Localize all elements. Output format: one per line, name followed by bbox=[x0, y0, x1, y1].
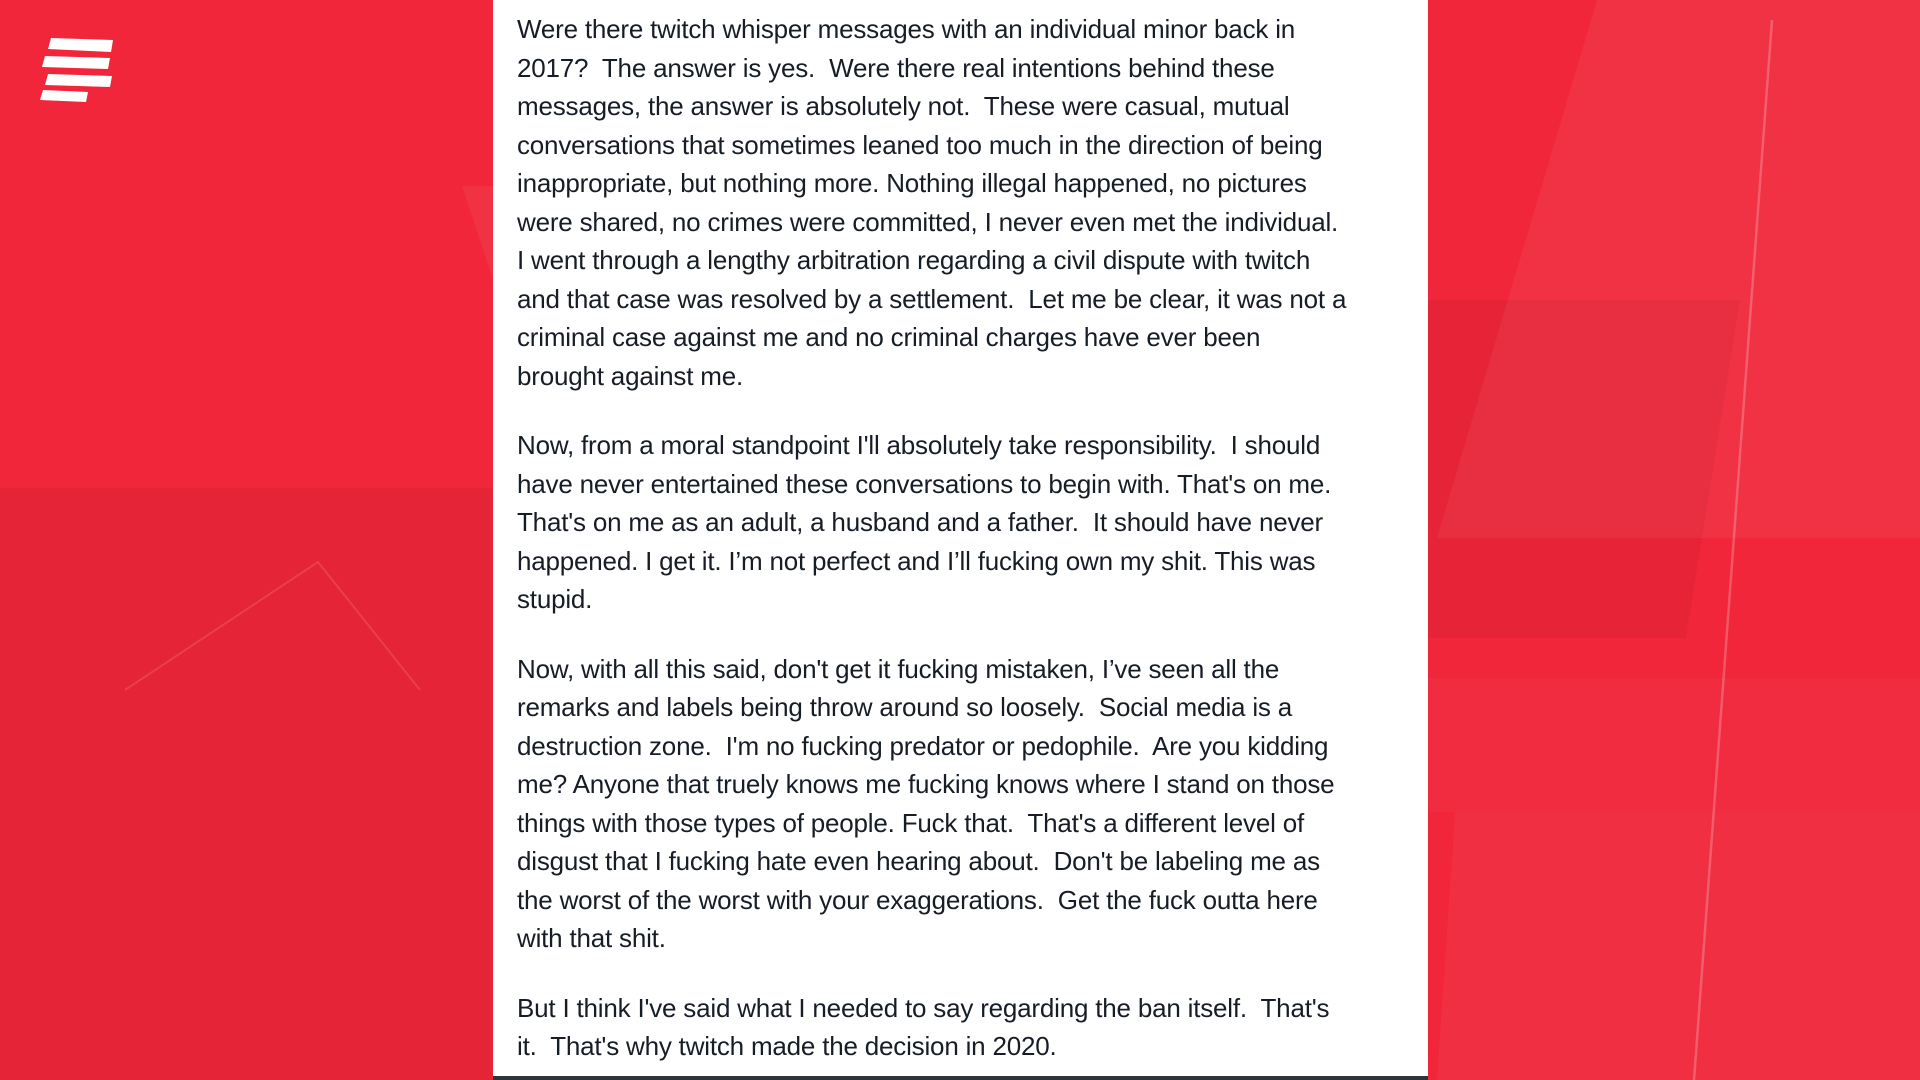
statement-line: conversations that sometimes leaned too much in the direction of being bbox=[517, 129, 1323, 160]
statement-paragraph-1 bbox=[517, 10, 1398, 395]
dexerto-logo bbox=[37, 38, 113, 102]
statement-line: Were there twitch whisper messages with an individual minor back in bbox=[517, 14, 1296, 44]
statement-line: Now, with all this said, don't get it fucking mistaken, I’ve seen all the bbox=[517, 653, 1280, 684]
statement-paragraph-3 bbox=[517, 650, 1398, 958]
statement-line: things with those types of people. Fuck that. That's a different level of bbox=[517, 807, 1304, 838]
statement-panel bbox=[493, 0, 1428, 1080]
dexerto-logo-icon bbox=[37, 38, 113, 102]
statement-line: and that case was resolved by a settlement. Let me be clear, it was not a bbox=[517, 283, 1347, 314]
statement-line: the worst of the worst with your exaggerations. Get the fuck outta here bbox=[517, 884, 1318, 915]
statement-line: with that shit. bbox=[517, 923, 666, 953]
statement-line: brought against me. bbox=[517, 360, 744, 391]
statement-line: were shared, no crimes were committed, I never even met the individual. bbox=[517, 206, 1339, 237]
statement-paragraph-2 bbox=[517, 426, 1398, 619]
statement-line: I went through a lengthy arbitration regarding a civil dispute with twitch bbox=[517, 245, 1311, 275]
statement-line: messages, the answer is absolutely not. These were casual, mutual bbox=[517, 91, 1290, 121]
statement-line: That's on me as an adult, a husband and a father. It should have never bbox=[517, 507, 1323, 537]
statement-line: But I think I've said what I needed to say regarding the ban itself. That's bbox=[517, 992, 1330, 1023]
statement-line: me? Anyone that truely knows me fucking knows where I stand on those bbox=[517, 769, 1335, 799]
statement-line: happened. I get it. I’m not perfect and I’ll fucking own my shit. This was bbox=[517, 545, 1316, 576]
statement-line: it. That's why twitch made the decision in 2020. bbox=[517, 1031, 1057, 1061]
statement-line: remarks and labels being throw around so loosely. Social media is a bbox=[517, 692, 1292, 722]
statement-line: Now, from a moral standpoint I'll absolutely take responsibility. I should bbox=[517, 430, 1321, 460]
panel-bottom-edge bbox=[493, 1076, 1428, 1080]
statement-line: stupid. bbox=[517, 584, 593, 614]
statement-line: destruction zone. I'm no fucking predator or pedophile. Are you kidding bbox=[517, 730, 1329, 761]
statement-line: criminal case against me and no criminal charges have ever been bbox=[517, 322, 1261, 352]
statement-line: 2017? The answer is yes. Were there real intentions behind these bbox=[517, 52, 1275, 83]
statement-line: disgust that I fucking hate even hearing about. Don't be labeling me as bbox=[517, 846, 1320, 876]
statement-paragraph-4 bbox=[517, 989, 1398, 1066]
statement-line: inappropriate, but nothing more. Nothing illegal happened, no pictures bbox=[517, 168, 1307, 198]
statement-line: have never entertained these conversations to begin with. That's on me. bbox=[517, 468, 1332, 499]
